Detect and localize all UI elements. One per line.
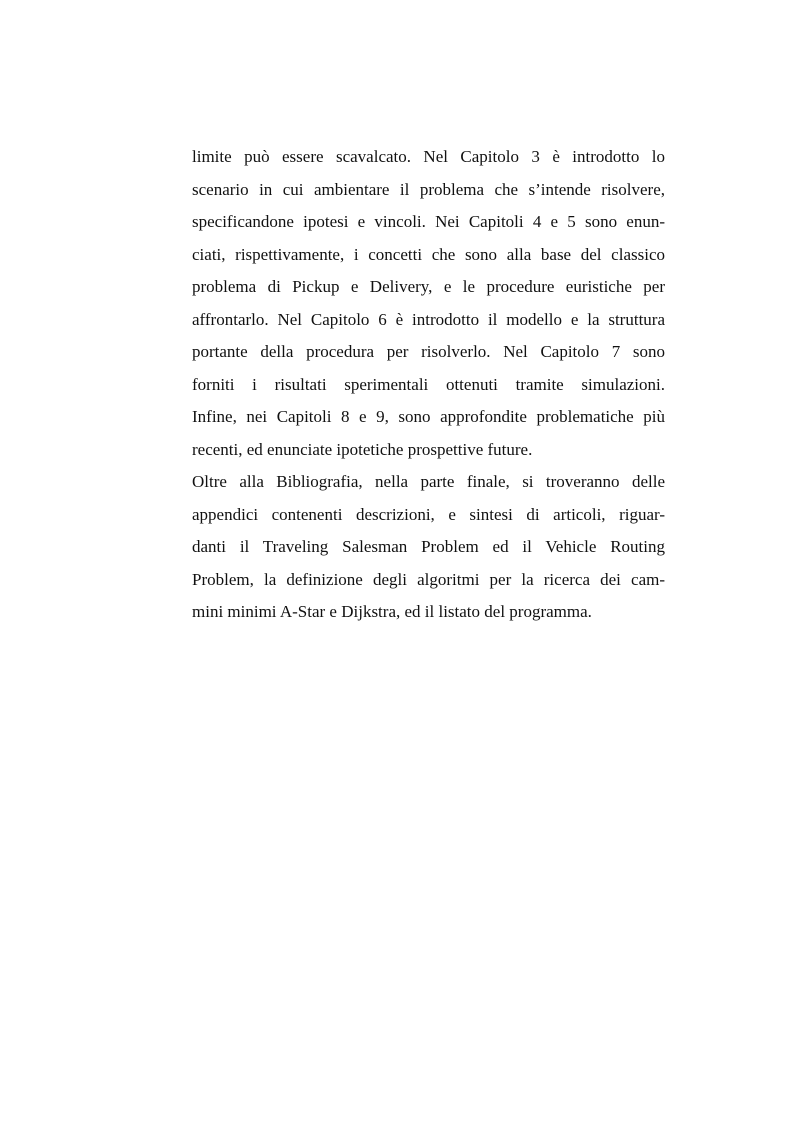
text-line: scenario in cui ambientare il problema che s’intende risolvere, — [192, 179, 665, 199]
paragraph-1 — [192, 141, 665, 466]
text-line: affrontarlo. Nel Capitolo 6 è introdotto il modello e la struttura — [192, 309, 665, 329]
text-line: problema di Pickup e Delivery, e le procedure euristiche per — [192, 277, 665, 296]
text-line: danti il Traveling Salesman Problem ed il Vehicle Routing — [192, 537, 665, 556]
text-line: recenti, ed enunciate ipotetiche prospettive future. — [192, 439, 533, 459]
text-line: Problem, la definizione degli algoritmi per la ricerca dei cam- — [192, 569, 665, 589]
text-line: forniti i risultati sperimentali ottenuti tramite simulazioni. — [192, 374, 665, 394]
text-line: specificandone ipotesi e vincoli. Nei Capitoli 4 e 5 sono enun- — [192, 212, 665, 231]
text-line: appendici contenenti descrizioni, e sintesi di articoli, riguar- — [192, 504, 665, 524]
paragraph-2 — [192, 466, 665, 629]
text-line: Infine, nei Capitoli 8 e 9, sono approfondite problematiche più — [192, 407, 665, 426]
text-line: mini minimi A-Star e Dijkstra, ed il listato del programma. — [192, 602, 592, 621]
text-line: portante della procedura per risolverlo. Nel Capitolo 7 sono — [192, 342, 665, 361]
text-line: ciati, rispettivamente, i concetti che sono alla base del classico — [192, 244, 665, 264]
text-line: limite può essere scavalcato. Nel Capitolo 3 è introdotto lo — [192, 147, 665, 166]
body-text — [192, 141, 665, 629]
text-line: Oltre alla Bibliografia, nella parte finale, si troveranno delle — [192, 472, 665, 491]
